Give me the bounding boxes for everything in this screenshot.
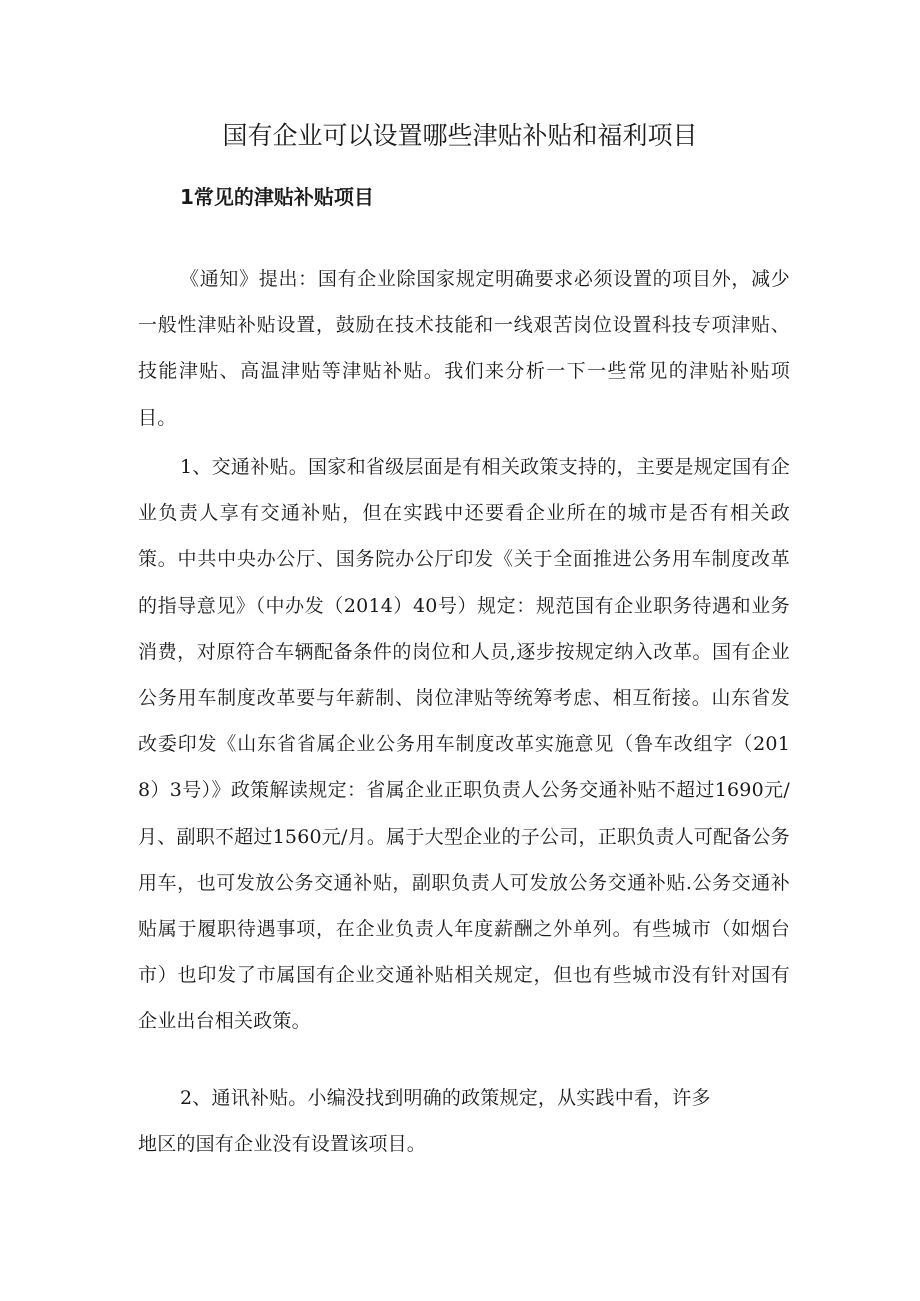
paragraph-transport-subsidy: 1、交通补贴。国家和省级层面是有相关政策支持的，主要是规定国有企业负责人享有交通补贴，但在实践中还要看企业所在的城市是否有相关政策。中共中央办公厅、国务院办公厅印发《关于全面推进公务用车制度改革的指导意见》（中办发（2014）40号）规定：规范国有企业职务待遇和业务消费，对原符合车辆配备条件的岗位和人员,逐步按规定纳入改革。国有企业公务用车制度改革要与年薪制、岗位津贴等统筹考虑、相互衔接。山东省发改委印发《山东省省属企业公务用车制度改革实施意见（鲁车改组字（2018）3号）》政策解读规定：省属企业正职负责人公务交通补贴不超过1690元/月、副职不超过1560元/月。属于大型企业的子公司，正职负责人可配备公务用车，也可发放公务交通补贴，副职负责人可发放公务交通补贴.公务交通补贴属于履职待遇事项，在企业负责人年度薪酬之外单列。有些城市（如烟台市）也印发了市属国有企业交通补贴相关规定，但也有些城市没有针对国有企业出台相关政策。 xyxy=(138,456,790,1033)
document-title: 国有企业可以设置哪些津贴补贴和福利项目 xyxy=(222,121,698,150)
paragraph-communication-subsidy-continued: 地区的国有企业没有设置该项目。 xyxy=(138,1133,427,1155)
section-heading: 1常见的津贴补贴项目 xyxy=(180,185,374,209)
paragraph-communication-subsidy: 2、通讯补贴。小编没找到明确的政策规定，从实践中看，许多 xyxy=(180,1087,711,1109)
paragraph-intro: 《通知》提出：国有企业除国家规定明确要求必须设置的项目外，减少一般性津贴补贴设置，鼓励在技术技能和一线艰苦岗位设置科技专项津贴、技能津贴、高温津贴等津贴补贴。我们来分析一下一些常见的津贴补贴项目。 xyxy=(138,268,790,429)
